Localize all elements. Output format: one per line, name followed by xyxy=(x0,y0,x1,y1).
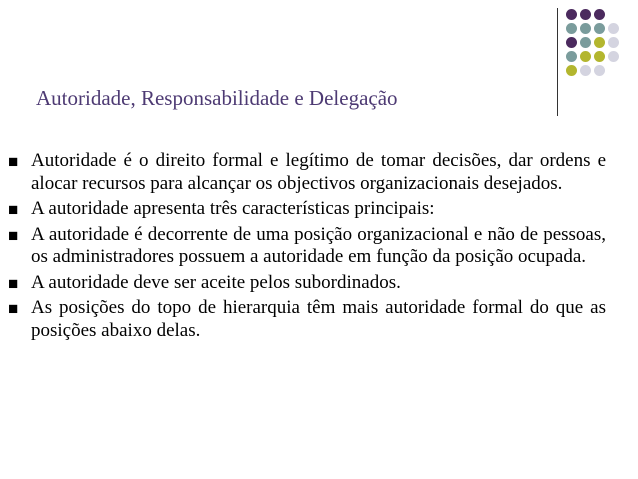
bullet-list xyxy=(8,150,606,345)
bullet-item xyxy=(8,224,606,269)
square-bullet-icon: ■ xyxy=(8,152,19,171)
decor-dot xyxy=(566,51,577,62)
bullet-text: A autoridade é decorrente de uma posição organizacional e não de pessoas, os administradores possuem a autoridade em função da posição ocupada. xyxy=(31,223,606,267)
bullet-item xyxy=(8,150,606,195)
decor-dot xyxy=(580,51,591,62)
bullet-text: A autoridade deve ser aceite pelos subordinados. xyxy=(31,271,401,293)
decor-dot xyxy=(608,37,619,48)
square-bullet-icon: ■ xyxy=(8,299,19,318)
decor-dot xyxy=(580,23,591,34)
decor-dot xyxy=(594,23,605,34)
bullet-text: Autoridade é o direito formal e legítimo de tomar decisões, dar ordens e alocar recursos para alcançar os objectivos organizacionais desejados. xyxy=(31,150,606,194)
decorative-divider xyxy=(557,8,558,116)
bullet-item xyxy=(8,198,606,221)
slide-title: Autoridade, Responsabilidade e Delegação xyxy=(36,86,398,110)
decor-dot xyxy=(580,37,591,48)
decor-dot xyxy=(566,9,577,20)
decor-dot xyxy=(594,65,605,76)
square-bullet-icon: ■ xyxy=(8,273,19,293)
decor-dot xyxy=(594,9,605,20)
bullet-text: A autoridade apresenta três características principais: xyxy=(31,198,435,219)
decor-dot xyxy=(566,65,577,76)
decor-dot xyxy=(566,23,577,34)
bullet-text: As posições do topo de hierarquia têm mais autoridade formal do que as posições abaixo delas. xyxy=(31,297,606,341)
decor-dot xyxy=(580,65,591,76)
decor-dot xyxy=(608,51,619,62)
bullet-item xyxy=(8,297,606,342)
decor-dot xyxy=(608,23,619,34)
decor-dot xyxy=(594,37,605,48)
square-bullet-icon: ■ xyxy=(8,225,19,245)
decor-dot xyxy=(594,51,605,62)
square-bullet-icon: ■ xyxy=(8,200,19,219)
decor-dot xyxy=(566,37,577,48)
decor-dot xyxy=(580,9,591,20)
bullet-item xyxy=(8,272,606,295)
